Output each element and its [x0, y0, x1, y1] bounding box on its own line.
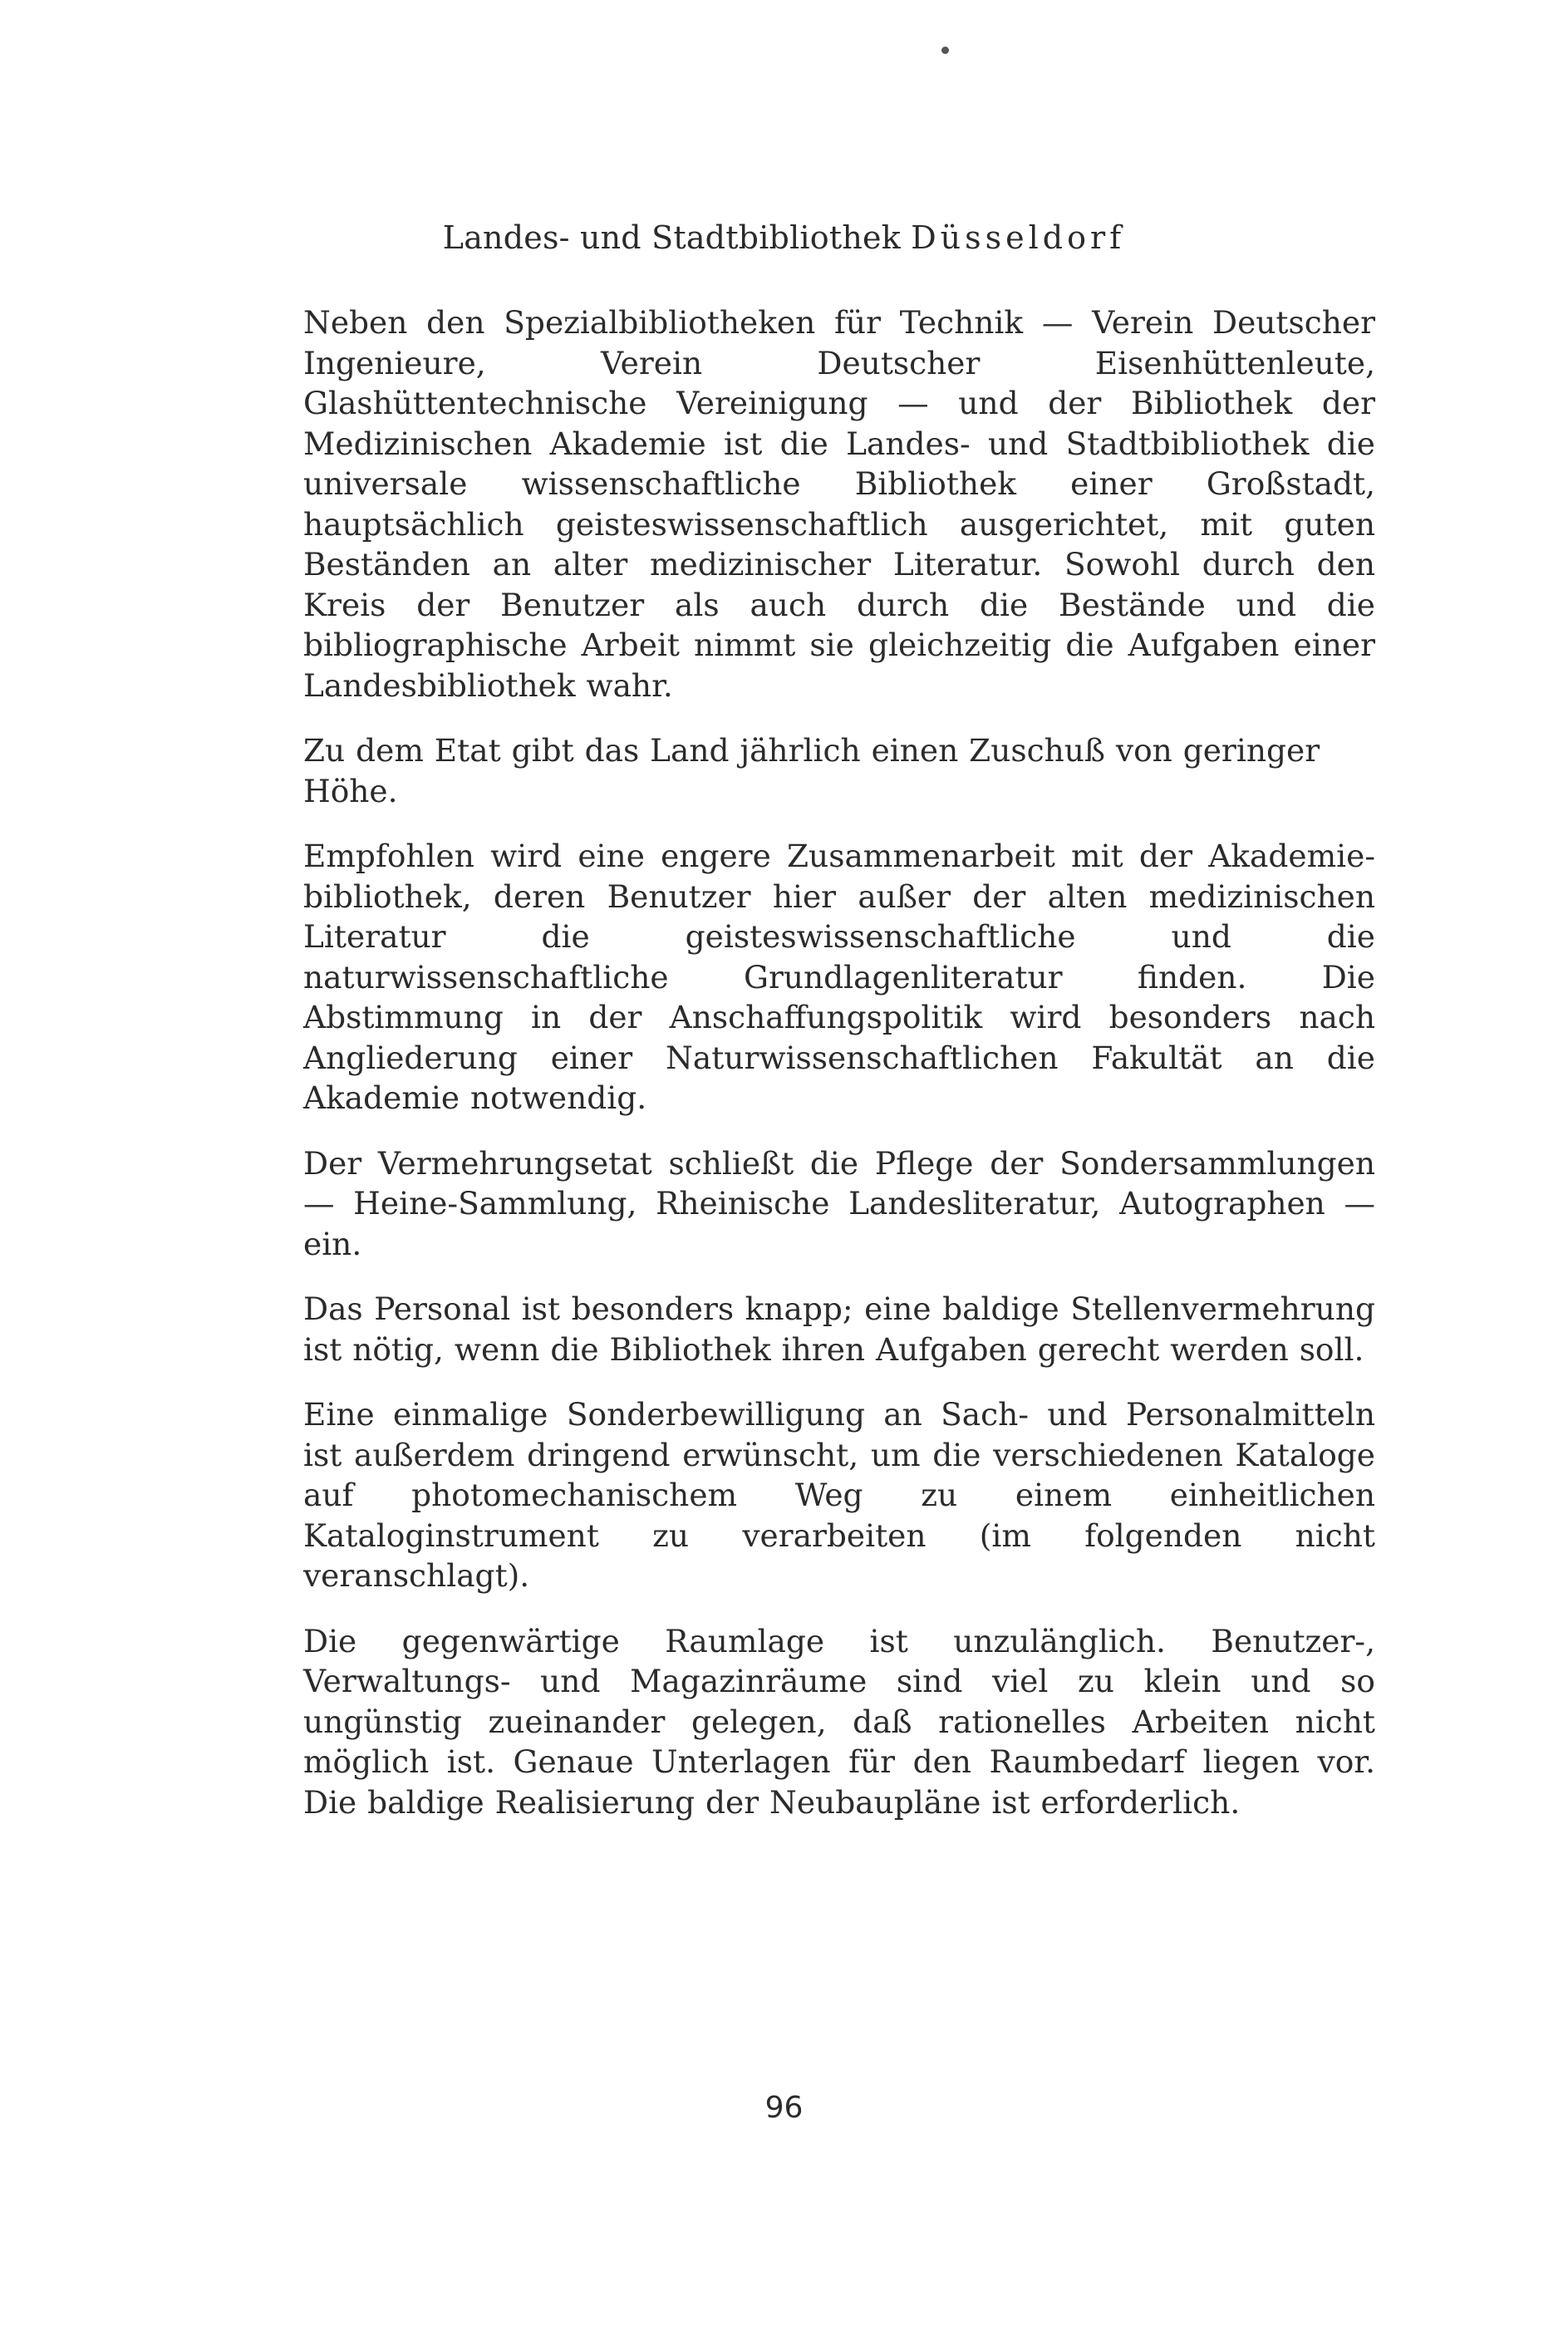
paragraph-6: Eine einmalige Sonderbewilligung an Sach- und Personalmitteln ist außerdem dringend erwünscht, um die verschiedenen Kataloge auf photomechanischem Weg zu einem einheitlichen Kataloginstrument zu verarbeiten (im folgenden nicht veranschlagt).: [303, 1396, 1375, 1594]
paragraph-3: Empfohlen wird eine engere Zusammenarbeit mit der Akademiebibliothek, deren Benutzer hier außer der alten medizinischen Literatur die geisteswissenschaftliche und die naturwissenschaftliche Grundlagenliteratur finden. Die Abstimmung in der Anschaffungspolitik wird besonders nach Angliederung einer Naturwissenschaftlichen Fakultät an die Akademie notwendig.: [303, 838, 1375, 1116]
page-number: 96: [764, 2091, 804, 2125]
heading-city: Düsseldorf: [911, 219, 1126, 256]
paragraph-7: Die gegenwärtige Raumlage ist unzulänglich. Benutzer-, Verwaltungs- und Magazinräume sind viel zu klein und so ungünstig zueinander gelegen, daß rationelles Arbeiten nicht möglich ist. Genaue Unterlagen für den Raumbedarf liegen vor. Die baldige Realisierung der Neubaupläne ist erforderlich.: [303, 1622, 1375, 1821]
heading-title: Landes- und Stadtbibliothek: [442, 219, 912, 256]
page-mark-dot: [941, 47, 949, 54]
body-text: [303, 302, 1375, 1847]
paragraph-2: Zu dem Etat gibt das Land jährlich einen Zuschuß von geringer Höhe.: [303, 732, 1320, 809]
paragraph-1: Neben den Spezialbibliotheken für Technik — Verein Deutscher Ingenieure, Verein Deutscher Eisenhüttenleute, Glashüttentechnische Vereinigung — und der Bibliothek der Medizinischen Akademie ist die Landes- und Stadtbibliothek die universale wissenschaftliche Bibliothek einer Großstadt, hauptsächlich geisteswissenschaftlich ausgerichtet, mit guten Beständen an alter medizinischer Literatur. Sowohl durch den Kreis der Benutzer als auch durch die Bestände und die bibliographische Arbeit nimmt sie gleichzeitig die Aufgaben einer Landesbibliothek wahr.: [303, 304, 1375, 704]
paragraph-4: Der Vermehrungsetat schließt die Pflege der Sondersammlungen — Heine-Sammlung, Rheinische Landesliteratur, Autographen — ein.: [303, 1144, 1375, 1262]
page-heading: [0, 218, 1568, 258]
paragraph-5: Das Personal ist besonders knapp; eine baldige Stellenvermehrung ist nötig, wenn die Bibliothek ihren Aufgaben gerecht werden soll.: [303, 1290, 1375, 1368]
